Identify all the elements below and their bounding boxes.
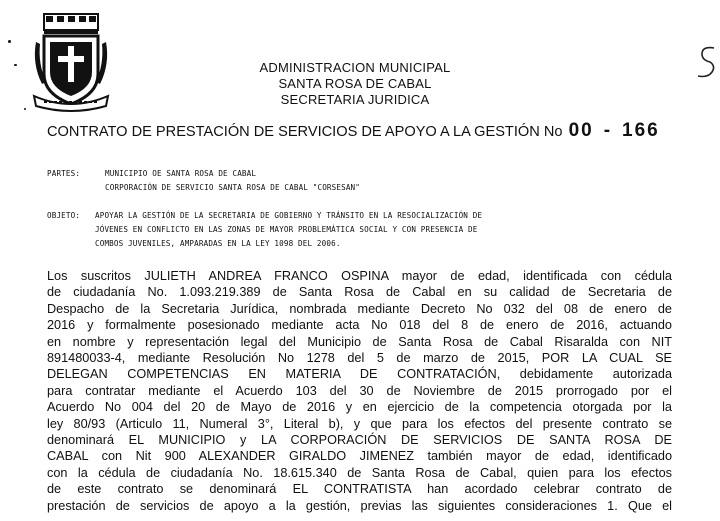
- contract-body-paragraph: [47, 268, 672, 514]
- body-line: 891480033-4, mediante Resolución No 1278 del 5 de marzo de 2015, POR LA CUAL SE: [47, 351, 672, 366]
- document-header: [215, 60, 495, 108]
- header-department: SECRETARIA JURIDICA: [280, 92, 430, 107]
- body-line: Acuerdo No 004 del 20 de Mayo de 2016 y en ejercicio de la competencia otorgada por la: [47, 400, 672, 415]
- body-line: ley 80/93 (Articulo 11, Numeral 3°, Literal b), y que para los efectos del presente contrato se: [47, 416, 672, 431]
- body-line: de ciudadanía No. 1.093.219.389 de Santa Rosa de Cabal en su calidad de Secretaria de: [47, 285, 672, 300]
- contract-number-dash: -: [603, 120, 613, 141]
- object-line: COMBOS JUVENILES, AMPARADAS EN LA LEY 1098 DEL 2006.: [95, 239, 341, 248]
- municipal-coat-of-arms-emblem: [30, 12, 112, 114]
- scan-speck-mark: [24, 108, 26, 110]
- party-municipality: MUNICIPIO OE SANTA ROSA DE CABAL: [105, 169, 257, 178]
- contract-title-text: CONTRATO DE PRESTACIÓN DE SERVICIOS DE APOYO A LA GESTIÓN No: [47, 124, 563, 140]
- body-line: 2016 y formalmente posesionado mediante acta No 018 del 8 de enero de 2016, actuando: [47, 318, 672, 333]
- header-municipality: SANTA ROSA DE CABAL: [278, 76, 432, 91]
- object-line: APOYAR LA GESTIÓN DE LA SECRETARIA DE GOBIERNO Y TRÁNSITO EN LA RESOCIALIZACIÓN DE: [95, 211, 483, 220]
- body-line: de este contrato se denominará EL CONTRATISTA han acordado celebrar contrato de: [47, 482, 672, 497]
- body-line: Despacho de la Secretaria Jurídica, nombrada mediante Decreto No 032 del 08 de enero de: [47, 301, 672, 316]
- body-line: para contratar mediante el Acuerdo 103 del 30 de Noviembre de 2015 prorrogado por el: [47, 383, 672, 398]
- body-line: CABAL con Nit 900 ALEXANDER GIRALDO JIMENEZ también mayor de edad, identificado: [47, 449, 672, 464]
- header-administration: ADMINISTRACION MUNICIPAL: [259, 60, 451, 75]
- object-label: OBJETO:: [47, 211, 81, 220]
- body-line: Los suscritos JULIETH ANDREA FRANCO OSPINA mayor de edad, identificada con cédula: [47, 269, 672, 283]
- scan-speck-mark: [14, 64, 17, 66]
- contract-title: [47, 120, 707, 142]
- body-line: DELEGAN COMPETENCIAS EN MATERIA DE CONTRATACIÓN, debidamente autorizada: [47, 367, 672, 382]
- handwritten-initial-mark: [694, 44, 718, 80]
- contract-number-part2: 166: [622, 120, 660, 141]
- body-line: denominará EL MUNICIPIO y LA CORPORACIÓN DE SERVICIOS DE SANTA ROSA DE: [47, 433, 672, 448]
- contract-number-part1: 00: [568, 120, 594, 141]
- body-line: prestación de servicios de apoyo a la gestión, previas las siguientes consideraciones 1. Que el: [47, 498, 672, 513]
- party-contractor: CORPORACIÓN DE SERVICIO SANTA ROSA DE CABAL "CORSESAN": [105, 183, 360, 192]
- body-line: en nombre y representación legal del Municipio de Santa Rosa de Cabal Risaralda con NIT: [47, 334, 672, 349]
- parties-label: PARTES:: [47, 169, 81, 178]
- body-line: con la cédula de ciudadanía No. 18.615.340 de Santa Rosa de Cabal, quien para los efectos: [47, 465, 672, 480]
- scan-speck-mark: [8, 40, 11, 43]
- object-line: JÓVENES EN CONFLICTO EN LAS ZONAS DE MAYOR PROBLEMÁTICA SOCIAL Y CON PRESENCIA DE: [95, 225, 478, 234]
- contract-number: [569, 120, 660, 141]
